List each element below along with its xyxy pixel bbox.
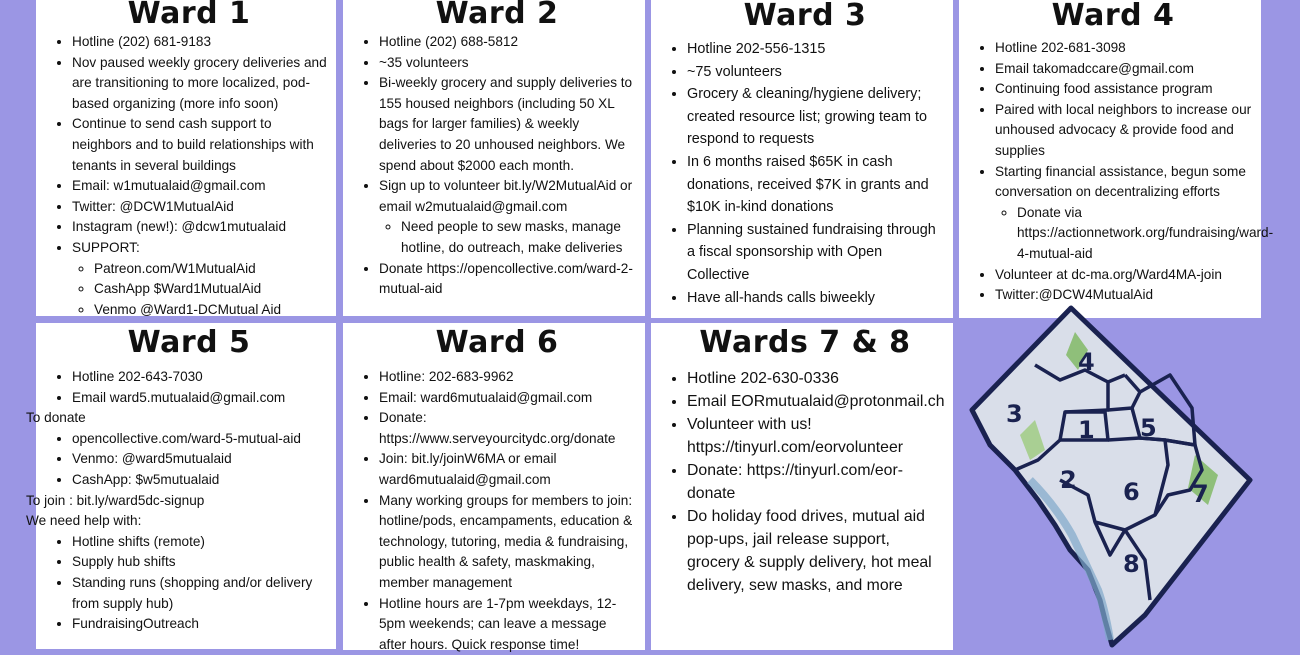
volunteer-text: Sign up to volunteer bit.ly/W2MutualAid or email w2mutualaid@gmail.com xyxy=(379,178,633,214)
list-item: • Nov paused weekly grocery deliveries and are transitioning to more localized, pod-based organizing (more info soon) xyxy=(72,53,328,115)
list-item: • Email: w1mutualaid@gmail.com xyxy=(72,176,328,197)
list-item: ◦ Need people to sew masks, manage hotline, do outreach, make deliveries xyxy=(401,217,637,258)
list-item: • Email: ward6mutualaid@gmail.com xyxy=(379,388,637,409)
ward-label-7: 7 xyxy=(1192,480,1209,508)
list-item: • Instagram (new!): @dcw1mutualaid xyxy=(72,217,328,238)
list-item: ◦ Donate via https://actionnetwork.org/fundraising/ward-4-mutual-aid xyxy=(1017,203,1253,265)
ward-1-list xyxy=(50,32,328,320)
list-item: • Have all-hands calls biweekly xyxy=(687,287,945,310)
list-item: • Hotline (202) 688-5812 xyxy=(379,32,637,53)
list-item: • CashApp: $w5mutualaid xyxy=(72,470,328,491)
list-item: • Email ward5.mutualaid@gmail.com xyxy=(72,388,328,409)
ward-label-3: 3 xyxy=(1006,400,1023,428)
list-item xyxy=(379,176,637,258)
list-item: • Supply hub shifts xyxy=(72,552,328,573)
list-item: • ~35 volunteers xyxy=(379,53,637,74)
list-item: • Continuing food assistance program xyxy=(995,79,1253,100)
list-item: • In 6 months raised $65K in cash donations, received $7K in grants and $10K in-kind donations xyxy=(687,151,945,219)
wards-7-8-card xyxy=(651,323,953,650)
ward-1-title: Ward 1 xyxy=(127,0,251,31)
list-item: • Join: bit.ly/joinW6MA or email ward6mutualaid@gmail.com xyxy=(379,449,637,490)
ward-6-title: Ward 6 xyxy=(435,325,559,360)
list-item: • Paired with local neighbors to increase our unhoused advocacy & provide food and supplies xyxy=(995,100,1253,162)
ward-1-card xyxy=(36,0,336,316)
list-item: • Bi-weekly grocery and supply deliveries to 155 housed neighbors (including 50 XL bags for larger families) & weekly deliveries to 20 unhoused neighbors. We spend about $2000 each month. xyxy=(379,73,637,176)
list-item: ◦ Venmo @Ward1-DCMutual Aid xyxy=(94,300,328,321)
dc-ward-map xyxy=(960,300,1260,650)
list-item: • Venmo: @ward5mutualaid xyxy=(72,449,328,470)
list-item: • Hotline 202-630-0336 xyxy=(687,367,945,390)
list-item: • ~75 volunteers xyxy=(687,61,945,84)
list-item: • FundraisingOutreach xyxy=(72,614,328,635)
list-item: • Twitter: @DCW1MutualAid xyxy=(72,197,328,218)
help-heading: We need help with: xyxy=(26,513,142,529)
ward-5-title: Ward 5 xyxy=(127,325,251,360)
list-item: ◦ Patreon.com/W1MutualAid xyxy=(94,259,328,280)
ward-5-body xyxy=(26,367,328,635)
list-item: ◦ CashApp $Ward1MutualAid xyxy=(94,279,328,300)
ward-6-list xyxy=(357,367,637,655)
ward-3-title: Ward 3 xyxy=(743,0,867,33)
list-item: • Hotline 202-681-3098 xyxy=(995,38,1253,59)
ward-5-card xyxy=(26,323,336,649)
ward-2-title: Ward 2 xyxy=(435,0,559,31)
financial-text: Starting financial assistance, begun some conversation on decentralizing efforts xyxy=(995,163,1246,200)
list-item: • Twitter:@DCW4MutualAid xyxy=(995,285,1253,306)
wards-7-8-title: Wards 7 & 8 xyxy=(699,325,911,360)
list-item: • Hotline 202-556-1315 xyxy=(687,38,945,61)
ward-label-6: 6 xyxy=(1123,478,1140,506)
ward-label-4: 4 xyxy=(1078,348,1095,376)
list-item: • Standing runs (shopping and/or delivery from supply hub) xyxy=(72,573,328,614)
ward-2-card xyxy=(343,0,645,316)
list-item-support xyxy=(72,238,328,320)
ward-label-8: 8 xyxy=(1123,550,1140,578)
ward-2-list xyxy=(357,32,637,300)
list-item: • Volunteer with us! https://tinyurl.com/eorvolunteer xyxy=(687,413,945,459)
donate-heading: To donate xyxy=(26,410,86,426)
ward-label-1: 1 xyxy=(1078,416,1095,444)
list-item: • Donate https://opencollective.com/ward-2-mutual-aid xyxy=(379,259,637,300)
ward-3-list xyxy=(665,38,945,309)
list-item: • Hotline: 202-683-9962 xyxy=(379,367,637,388)
ward-4-list xyxy=(973,38,1274,306)
list-item xyxy=(995,162,1274,265)
list-item: • Hotline hours are 1-7pm weekdays, 12-5pm weekends; can leave a message after hours. Quick response time! xyxy=(379,594,637,655)
list-item: • Hotline 202-643-7030 xyxy=(72,367,328,388)
support-label: SUPPORT: xyxy=(72,239,140,255)
list-item: • Donate: https://www.serveyourcitydc.org/donate xyxy=(379,408,637,449)
list-item: • Do holiday food drives, mutual aid pop-ups, jail release support, grocery & supply delivery, hot meal delivery, sew masks, and more xyxy=(687,505,945,597)
list-item: • Planning sustained fundraising through a fiscal sponsorship with Open Collective xyxy=(687,219,945,287)
join-text: To join : bit.ly/ward5dc-signup xyxy=(26,492,205,508)
wards-7-8-list xyxy=(665,367,945,597)
ward-4-card xyxy=(959,0,1274,318)
ward-3-card xyxy=(651,0,953,318)
ward-4-title: Ward 4 xyxy=(1051,0,1175,33)
ward-6-card xyxy=(343,323,645,650)
ward-label-2: 2 xyxy=(1060,466,1077,494)
list-item: • Donate: https://tinyurl.com/eor-donate xyxy=(687,459,945,505)
ward-label-5: 5 xyxy=(1140,414,1157,442)
list-item: • Hotline (202) 681-9183 xyxy=(72,32,328,53)
list-item: • Volunteer at dc-ma.org/Ward4MA-join xyxy=(995,265,1253,286)
list-item: • Email takomadccare@gmail.com xyxy=(995,59,1253,80)
list-item: • Many working groups for members to join: hotline/pods, encampaments, education & technology, tutoring, media & fundraising, public health & safety, maskmaking, member management xyxy=(379,491,637,594)
list-item: • Hotline shifts (remote) xyxy=(72,532,328,553)
list-item: • opencollective.com/ward-5-mutual-aid xyxy=(72,429,328,450)
list-item: • Email EORmutualaid@protonmail.ch xyxy=(687,390,945,413)
list-item: • Continue to send cash support to neighbors and to build relationships with tenants in several buildings xyxy=(72,114,328,176)
list-item: • Grocery & cleaning/hygiene delivery; created resource list; growing team to respond to requests xyxy=(687,83,945,151)
